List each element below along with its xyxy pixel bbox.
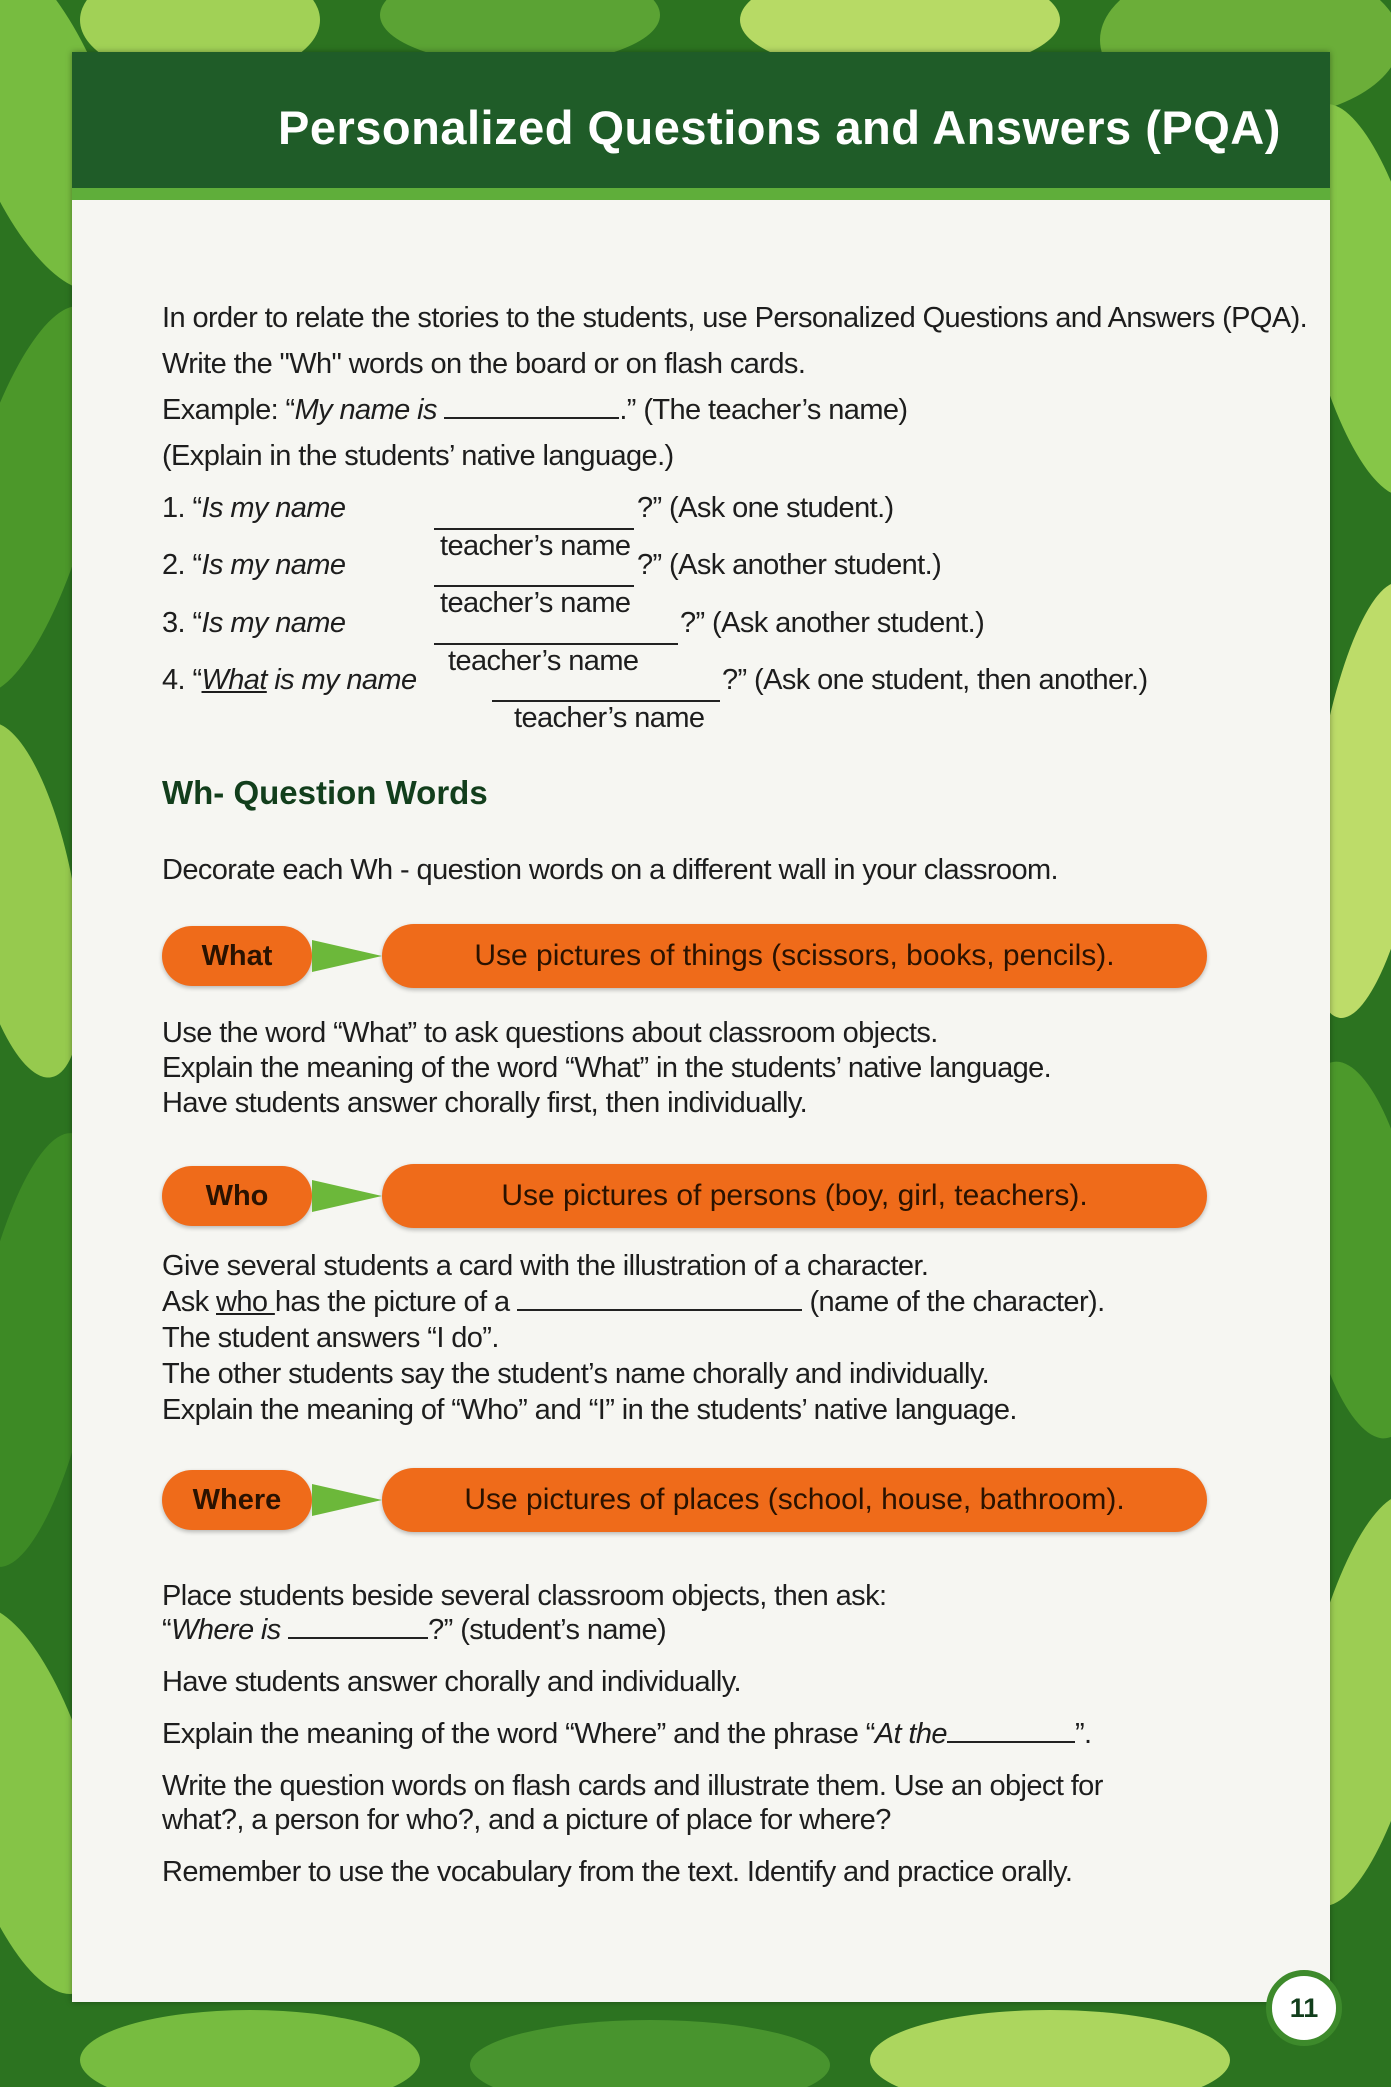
who-line-5: Explain the meaning of “Who” and “I” in the students’ native language. [162, 1394, 1017, 1426]
wh-intro: Decorate each Wh - question words on a different wall in your classroom. [162, 854, 1058, 886]
document-page [72, 52, 1330, 2002]
question-3-caption: teacher’s name [448, 645, 639, 677]
question-1-italic: Is my name [201, 492, 346, 524]
question-1-caption: teacher’s name [440, 530, 631, 562]
question-2-caption: teacher’s name [440, 587, 631, 619]
where-line-3: Have students answer chorally and individually. [162, 1666, 741, 1698]
where-tag: Where [162, 1470, 312, 1530]
example-line [162, 394, 907, 427]
where-line-7: Remember to use the vocabulary from the text. Identify and practice orally. [162, 1856, 1073, 1888]
where-line-2-italic: Where is [171, 1614, 281, 1646]
who-blank [517, 1308, 802, 1311]
question-4 [162, 664, 417, 697]
what-pill: Use pictures of things (scissors, books, pencils). [382, 924, 1207, 988]
section-heading-wh: Wh- Question Words [162, 774, 488, 811]
who-line-2-b: has the picture of a [274, 1286, 510, 1318]
who-tag: Who [162, 1166, 312, 1226]
where-line-1: Place students beside several classroom objects, then ask: [162, 1580, 887, 1612]
example-italic: My name is [294, 394, 437, 426]
who-line-4: The other students say the student’s name chorally and individually. [162, 1358, 990, 1390]
what-line-3: Have students answer chorally first, then individually. [162, 1087, 808, 1119]
example-blank [444, 416, 619, 419]
where-line-5: Write the question words on flash cards and illustrate them. Use an object for [162, 1770, 1103, 1802]
question-3-italic: Is my name [201, 607, 346, 639]
who-arrow-icon [312, 1180, 382, 1212]
intro-line-2: Write the "Wh" words on the board or on flash cards. [162, 348, 806, 380]
what-arrow-icon [312, 940, 382, 972]
page-number: 11 [1266, 1970, 1342, 2046]
question-3 [162, 607, 345, 640]
question-2-suffix: ?” (Ask another student.) [637, 549, 942, 581]
intro-line-1: In order to relate the stories to the students, use Personalized Questions and Answers (PQA). [162, 302, 1308, 334]
example-prefix: Example: “ [162, 394, 295, 426]
question-4-what: What [201, 664, 267, 696]
page-title: Personalized Questions and Answers (PQA) [278, 101, 1281, 154]
who-pill: Use pictures of persons (boy, girl, teachers). [382, 1164, 1207, 1228]
what-line-1: Use the word “What” to ask questions about classroom objects. [162, 1017, 938, 1049]
question-4-suffix: ?” (Ask one student, then another.) [722, 664, 1148, 696]
header-banner [72, 52, 1330, 200]
where-pill: Use pictures of places (school, house, bathroom). [382, 1468, 1207, 1532]
what-tag: What [162, 926, 312, 986]
where-line-4 [162, 1718, 1091, 1751]
who-line-2 [162, 1286, 1105, 1319]
question-4-caption: teacher’s name [514, 702, 705, 734]
who-line-2-who: who [216, 1286, 275, 1318]
question-1-number: 1. “ [162, 492, 202, 524]
where-arrow-icon [312, 1484, 382, 1516]
question-3-suffix: ?” (Ask another student.) [680, 607, 985, 639]
question-4-number: 4. “ [162, 664, 202, 696]
where-line-4-end: ”. [1074, 1718, 1092, 1750]
question-1 [162, 492, 345, 525]
explain-line: (Explain in the students’ native language.) [162, 440, 674, 472]
at-the-blank [947, 1740, 1075, 1743]
question-2-italic: Is my name [201, 549, 346, 581]
who-line-2-c: (name of the character). [809, 1286, 1105, 1318]
where-line-4-a: Explain the meaning of the word “Where” and the phrase “ [162, 1718, 875, 1750]
question-1-suffix: ?” (Ask one student.) [637, 492, 894, 524]
where-line-6: what?, a person for who?, and a picture of place for where? [162, 1804, 891, 1836]
where-line-2-open: “ [162, 1614, 172, 1646]
question-2-number: 2. “ [162, 549, 202, 581]
where-line-2-suffix: ?” (student’s name) [428, 1614, 667, 1646]
where-line-4-italic: At the [874, 1718, 947, 1750]
question-3-number: 3. “ [162, 607, 202, 639]
what-line-2: Explain the meaning of the word “What” in the students’ native language. [162, 1052, 1052, 1084]
who-line-1: Give several students a card with the illustration of a character. [162, 1250, 929, 1282]
where-line-2 [162, 1614, 666, 1647]
question-4-italic: is my name [266, 664, 417, 696]
example-suffix: .” (The teacher’s name) [619, 394, 908, 426]
where-blank [288, 1636, 428, 1639]
who-line-2-a: Ask [162, 1286, 216, 1318]
question-2 [162, 549, 345, 582]
who-line-3: The student answers “I do”. [162, 1322, 499, 1354]
